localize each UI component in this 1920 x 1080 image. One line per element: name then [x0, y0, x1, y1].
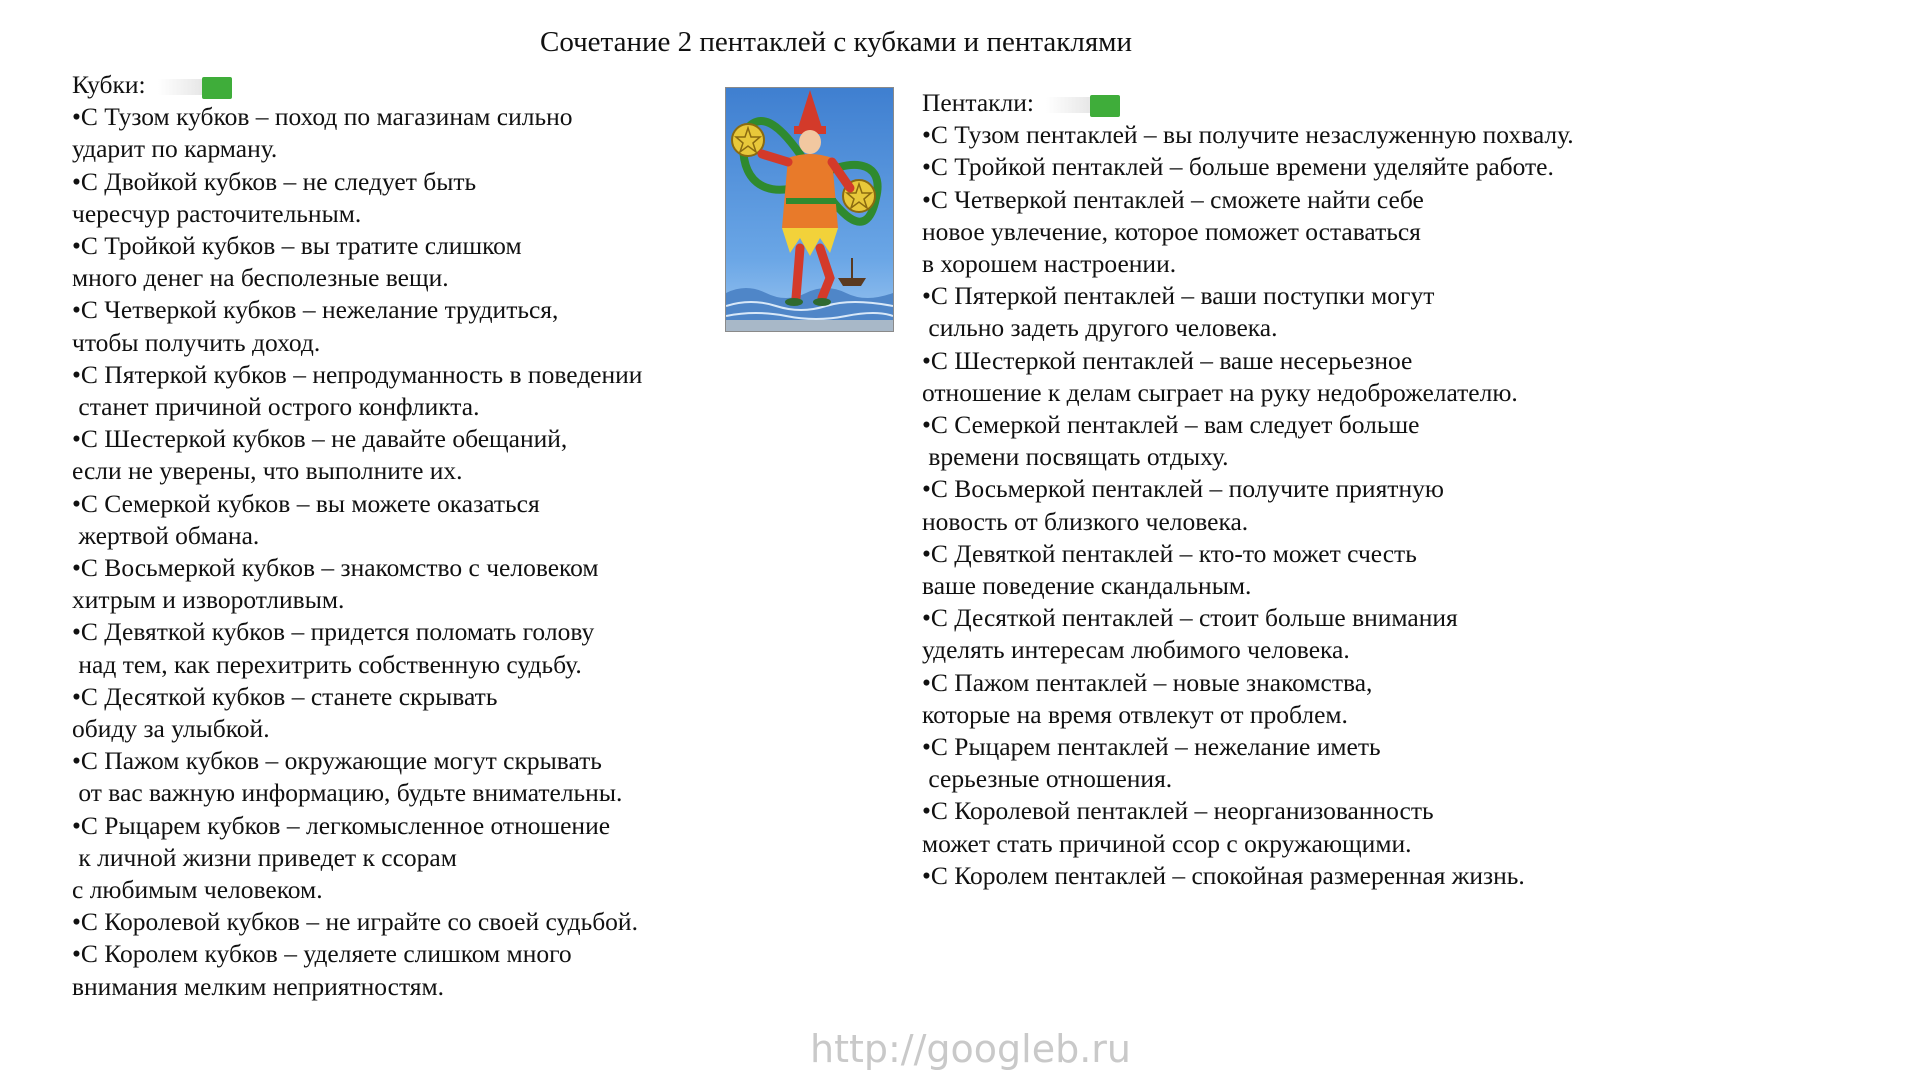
list-item: •С Пятеркой пентаклей – ваши поступки могут: [922, 281, 1435, 311]
list-item: новость от близкого человека.: [922, 506, 1249, 536]
list-item: сильно задеть другого человека.: [922, 313, 1278, 343]
list-item: •С Рыцарем пентаклей – нежелание иметь: [922, 732, 1381, 762]
pentacles-heading-row: [922, 87, 1574, 119]
list-item: •С Пажом кубков – окружающие могут скрывать: [72, 746, 602, 776]
cups-list: [72, 101, 642, 1003]
list-item: •С Шестеркой пентаклей – ваше несерьезное: [922, 345, 1413, 375]
list-item: •С Тройкой пентаклей – больше времени уделяйте работе.: [922, 152, 1554, 182]
list-item: •С Пятеркой кубков – непродуманность в поведении: [72, 359, 643, 389]
list-item: может стать причиной ссор с окружающими.: [922, 828, 1412, 858]
list-item: жертвой обмана.: [72, 520, 260, 550]
cups-column: [72, 69, 642, 1003]
list-item: ваше поведение скандальным.: [922, 571, 1252, 601]
list-item: •С Королевой пентаклей – неорганизованность: [922, 796, 1434, 826]
green-swatch-icon: [158, 73, 244, 97]
list-item: •С Тузом пентаклей – вы получите незаслуженную похвалу.: [922, 120, 1574, 150]
list-item: в хорошем настроении.: [922, 249, 1177, 279]
list-item: •С Четверкой кубков – нежелание трудиться,: [72, 295, 559, 325]
list-item: внимания мелким неприятностям.: [72, 971, 445, 1001]
pentacles-list: [922, 119, 1574, 892]
list-item: •С Десяткой кубков – станете скрывать: [72, 681, 498, 711]
list-item: времени посвящать отдыху.: [922, 442, 1229, 472]
list-item: •С Десяткой пентаклей – стоит больше внимания: [922, 603, 1458, 633]
list-item: которые на время отвлекут от проблем.: [922, 699, 1348, 729]
list-item: обиду за улыбкой.: [72, 714, 270, 744]
list-item: новое увлечение, которое поможет оставаться: [922, 216, 1421, 246]
list-item: •С Пажом пентаклей – новые знакомства,: [922, 667, 1373, 697]
list-item: с любимым человеком.: [72, 875, 323, 905]
list-item: чтобы получить доход.: [72, 327, 321, 357]
list-item: чересчур расточительным.: [72, 198, 362, 228]
list-item: •С Двойкой кубков – не следует быть: [72, 166, 477, 196]
list-item: •С Шестеркой кубков – не давайте обещаний,: [72, 424, 568, 454]
list-item: уделять интересам любимого человека.: [922, 635, 1350, 665]
list-item: •С Восьмеркой кубков – знакомство с человеком: [72, 553, 599, 583]
list-item: к личной жизни приведет к ссорам: [72, 842, 457, 872]
list-item: •С Королем кубков – уделяете слишком много: [72, 939, 572, 969]
list-item: •С Королем пентаклей – спокойная размеренная жизнь.: [922, 860, 1525, 890]
list-item: •С Королевой кубков – не играйте со своей судьбой.: [72, 907, 638, 937]
list-item: станет причиной острого конфликта.: [72, 392, 480, 422]
watermark-link[interactable]: http://googleb.ru: [810, 1027, 1131, 1071]
list-item: •С Тузом кубков – поход по магазинам сильно: [72, 102, 573, 132]
list-item: •С Семеркой кубков – вы можете оказаться: [72, 488, 540, 518]
pentacles-column: [922, 87, 1574, 892]
list-item: от вас важную информацию, будьте внимательны.: [72, 778, 623, 808]
list-item: ударит по карману.: [72, 134, 278, 164]
list-item: •С Семеркой пентаклей – вам следует больше: [922, 410, 1420, 440]
list-item: если не уверены, что выполните их.: [72, 456, 463, 486]
two-of-pentacles-card-icon: [725, 87, 894, 332]
cups-heading-row: [72, 69, 642, 101]
list-item: над тем, как перехитрить собственную судьбу.: [72, 649, 582, 679]
page-title: Сочетание 2 пентаклей с кубками и пентаклями: [540, 26, 1133, 58]
green-swatch-icon: [1046, 91, 1132, 115]
list-item: хитрым и изворотливым.: [72, 585, 345, 615]
list-item: •С Тройкой кубков – вы тратите слишком: [72, 231, 522, 261]
list-item: •С Восьмеркой пентаклей – получите приятную: [922, 474, 1444, 504]
list-item: отношение к делам сыграет на руку недоброжелателю.: [922, 377, 1518, 407]
list-item: серьезные отношения.: [922, 764, 1173, 794]
pentacles-heading: Пентакли:: [922, 88, 1034, 117]
list-item: много денег на бесполезные вещи.: [72, 263, 449, 293]
cups-heading: Кубки:: [72, 70, 146, 99]
list-item: •С Четверкой пентаклей – сможете найти себе: [922, 184, 1424, 214]
list-item: •С Девяткой пентаклей – кто-то может счесть: [922, 538, 1417, 568]
list-item: •С Девяткой кубков – придется поломать голову: [72, 617, 595, 647]
list-item: •С Рыцарем кубков – легкомысленное отношение: [72, 810, 611, 840]
